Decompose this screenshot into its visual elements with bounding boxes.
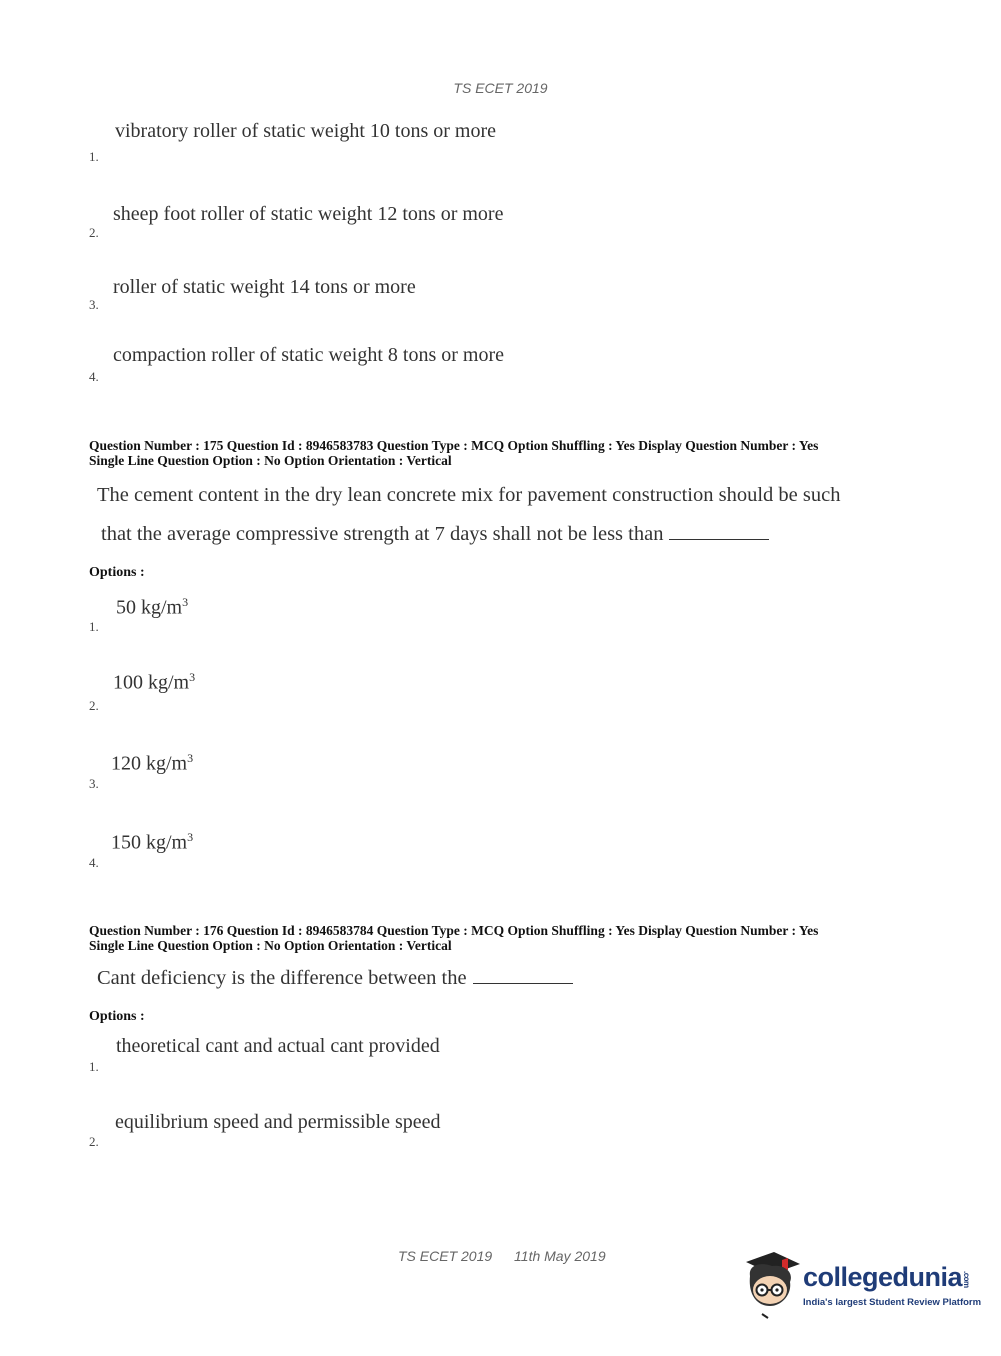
q175-option-3-number: 3.: [89, 776, 99, 791]
collegedunia-mascot-icon: [742, 1250, 802, 1320]
footer-date: 11th May 2019: [514, 1248, 606, 1264]
q174-option-3-text: roller of static weight 14 tons or more: [113, 276, 416, 298]
q174-option-4-text: compaction roller of static weight 8 tons or more: [113, 344, 505, 366]
q176-option-1-number: 1.: [89, 1059, 99, 1074]
logo-wordmark: collegedunia.com: [803, 1262, 972, 1292]
q175-option-4-text: 150 $kg/m^3$: [111, 830, 194, 854]
q176-meta-line1: Question Number : 176 Question Id : 8946583784 Question Type : MCQ Option Shuffling : Yes Display Question Number : Yes: [89, 923, 819, 938]
q176-options-label: Options :: [89, 1009, 145, 1024]
answer-blank: [669, 538, 769, 540]
page-footer: [398, 1248, 624, 1264]
q175-meta-line1: Question Number : 175 Question Id : 8946583783 Question Type : MCQ Option Shuffling : Yes Display Question Number : Yes: [89, 438, 819, 453]
footer-exam: TS ECET 2019: [398, 1248, 493, 1264]
q176-meta-line2: Single Line Question Option : No Option Orientation : Vertical: [89, 938, 452, 953]
q174-option-2-number: 2.: [89, 225, 99, 240]
q175-option-4-number: 4.: [89, 855, 99, 870]
q176-option-2-text: equilibrium speed and permissible speed: [115, 1111, 441, 1133]
q176-meta: [89, 923, 818, 953]
q174-option-1-number: 1.: [89, 149, 99, 164]
q174-option-3-number: 3.: [89, 297, 99, 312]
q174-option-2-text: sheep foot roller of static weight 12 tons or more: [113, 203, 504, 225]
q175-question-line2: [101, 523, 769, 546]
q174-option-4-number: 4.: [89, 369, 99, 384]
answer-blank: [473, 982, 573, 984]
q175-option-2-number: 2.: [89, 698, 99, 713]
q175-question-line1: The cement content in the dry lean concrete mix for pavement construction should be such: [97, 484, 841, 506]
q175-option-1-number: 1.: [89, 619, 99, 634]
q176-question-text: Cant deficiency is the difference between the: [97, 967, 467, 989]
page-header: TS ECET 2019: [453, 80, 548, 96]
q174-option-1-text: vibratory roller of static weight 10 tons or more: [115, 120, 497, 142]
q176-option-1-text: theoretical cant and actual cant provided: [116, 1035, 440, 1057]
q175-options-label: Options :: [89, 565, 145, 580]
q175-option-1-text: 50 $kg/m^3$: [116, 595, 189, 619]
q176-question: [97, 967, 573, 990]
q175-meta: [89, 438, 818, 468]
q175-meta-line2: Single Line Question Option : No Option Orientation : Vertical: [89, 453, 452, 468]
logo-tagline: India's largest Student Review Platform: [803, 1297, 982, 1308]
q175-question-line2-text: that the average compressive strength at 7 days shall not be less than: [101, 523, 664, 545]
q175-option-3-text: 120 $kg/m^3$: [111, 751, 194, 775]
q176-option-2-number: 2.: [89, 1134, 99, 1149]
q175-option-2-text: 100 $kg/m^3$: [113, 670, 196, 694]
